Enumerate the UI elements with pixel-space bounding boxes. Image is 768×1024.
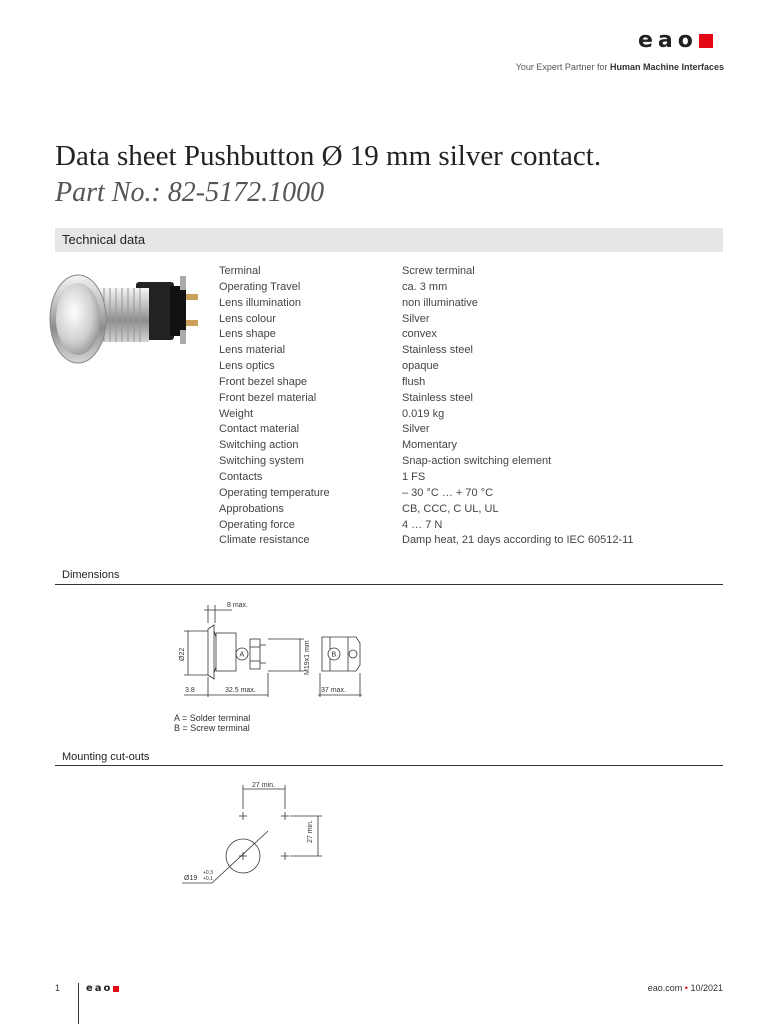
spec-value: Screw terminal — [402, 265, 475, 277]
spec-label: Approbations — [219, 502, 284, 515]
cutout-tolerance-plus: +0.3 — [203, 870, 213, 876]
spec-value: 4 … 7 N — [402, 518, 443, 531]
mounting-rule — [55, 765, 723, 766]
technical-data-heading: Technical data — [62, 232, 146, 247]
spec-label: Lens optics — [219, 360, 275, 373]
spec-label: Front bezel material — [219, 391, 317, 404]
dimensions-heading: Dimensions — [62, 569, 120, 581]
dimensions-rule — [55, 584, 723, 585]
spec-value: opaque — [402, 360, 439, 373]
spec-label: Climate resistance — [219, 534, 310, 547]
footer-info — [648, 983, 723, 993]
spec-label: Operating force — [219, 518, 295, 531]
dim-8max-label: 8 max. — [227, 602, 249, 609]
footer-logo-square — [113, 986, 119, 992]
spec-value: Silver — [402, 423, 430, 436]
spec-label: Operating Travel — [219, 280, 301, 293]
spec-value: CB, CCC, C UL, UL — [402, 502, 499, 515]
technical-data-bar — [55, 228, 723, 252]
cutout-tolerance-minus: +0.1 — [203, 876, 213, 882]
spec-label: Operating temperature — [219, 486, 330, 499]
spec-label: Contact material — [219, 423, 300, 436]
legend-screw: B = Screw terminal — [174, 723, 250, 733]
spec-value: Damp heat, 21 days according to IEC 60512-11 — [402, 534, 634, 547]
footer-date: 10/2021 — [690, 983, 723, 993]
spec-label: Lens illumination — [219, 296, 301, 309]
spec-label: Switching system — [219, 455, 304, 468]
logo-text: eao — [638, 28, 698, 53]
dimension-drawing — [170, 593, 370, 703]
tagline-prefix: Your Expert Partner for — [515, 62, 610, 72]
spec-value: Silver — [402, 312, 430, 325]
spec-value: convex — [402, 328, 437, 341]
cutout-height-label: 27 min. — [307, 820, 314, 843]
spec-value: Stainless steel — [402, 344, 473, 357]
tagline-bold: Human Machine Interfaces — [609, 62, 724, 72]
cutout-width-label: 27 min. — [252, 782, 275, 789]
spec-label: Switching action — [219, 439, 299, 452]
pushbutton-product-image — [44, 264, 202, 382]
spec-label: Weight — [219, 407, 254, 420]
part-number: Part No.: 82-5172.1000 — [55, 177, 325, 208]
spec-label: Lens material — [219, 344, 286, 357]
tagline — [516, 62, 724, 72]
spec-value: Stainless steel — [402, 391, 473, 404]
dim-dia22-label: Ø22 — [179, 647, 186, 661]
spec-value: Snap-action switching element — [402, 455, 552, 468]
footer-divider — [78, 983, 79, 1024]
cutout-diameter-label: Ø19 — [184, 875, 198, 882]
dim-3-8-label: 3.8 — [185, 687, 195, 694]
terminal-legend — [174, 713, 250, 733]
spec-value: Momentary — [402, 439, 458, 452]
footer-website: eao.com — [647, 983, 683, 993]
footer-logo-text: eao — [86, 983, 113, 994]
legend-solder: A = Solder terminal — [174, 713, 251, 723]
spec-value: non illuminative — [402, 296, 478, 309]
mounting-heading: Mounting cut-outs — [62, 751, 150, 763]
spec-value: 1 FS — [402, 470, 426, 483]
spec-label: Front bezel shape — [219, 375, 308, 388]
spec-label: Lens colour — [219, 312, 276, 325]
page-title: Data sheet Pushbutton Ø 19 mm silver contact. — [55, 140, 602, 172]
spec-label: Contacts — [219, 470, 263, 483]
footer-logo — [86, 983, 119, 994]
spec-value: 0.019 kg — [402, 407, 445, 420]
eao-logo — [638, 28, 713, 53]
spec-label: Terminal — [219, 265, 261, 277]
dim-37max-label: 37 max. — [321, 687, 346, 694]
dim-terminal-b: B — [331, 651, 337, 659]
dim-32-5-label: 32.5 max. — [225, 687, 256, 694]
page-number: 1 — [55, 983, 61, 993]
spec-label: Lens shape — [219, 328, 276, 341]
footer-separator: • — [684, 983, 688, 993]
logo-red-square — [699, 34, 713, 48]
spec-value: ca. 3 mm — [402, 280, 448, 293]
spec-value: flush — [402, 375, 426, 388]
mounting-cutout-drawing — [172, 773, 332, 885]
spec-value: – 30 °C … + 70 °C — [402, 486, 494, 499]
dim-thread-label: M19x1 mm — [304, 640, 311, 675]
dim-terminal-a: A — [239, 651, 245, 659]
